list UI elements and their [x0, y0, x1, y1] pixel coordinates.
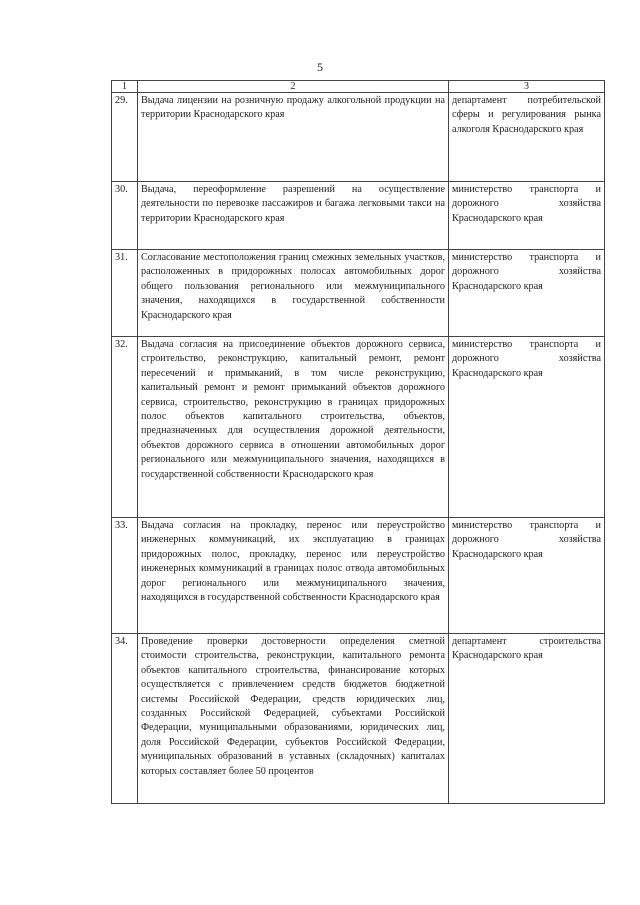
- services-table: [111, 80, 605, 804]
- column-header-authority: 3: [449, 81, 605, 93]
- table-row: [112, 250, 605, 337]
- table-row: [112, 518, 605, 634]
- service-name: Выдача согласия на присоединение объектов дорожного сервиса, строительство, реконструкцию, капитальный ремонт, ремонт пересечений и примыканий, в том числе реконструкцию, капитальный ремонт и ремонт примыканий объектов дорожного сервиса, строительство, реконструкцию в границах придорожных полос объектов капитального строительства, объектов, предназначенных для осуществления дорожной деятельности, объектов дорожного сервиса в отношении автомобильных дорог регионального или межмуниципального значения, находящихся в государственной собственности Краснодарского края: [138, 337, 449, 518]
- row-number: 30.: [112, 182, 138, 250]
- row-number: 31.: [112, 250, 138, 337]
- table-row: [112, 634, 605, 804]
- table-row: [112, 93, 605, 182]
- row-number: 34.: [112, 634, 138, 804]
- column-header-number: 1: [112, 81, 138, 93]
- service-name: Выдача, переоформление разрешений на осуществление деятельности по перевозке пассажиров и багажа легковыми такси на территории Краснодарского края: [138, 182, 449, 250]
- responsible-authority: департамент потребительской сферы и регулирования рынка алкоголя Краснодарского края: [449, 93, 605, 182]
- table-row: [112, 182, 605, 250]
- responsible-authority: департамент строительства Краснодарского края: [449, 634, 605, 804]
- table-row: [112, 337, 605, 518]
- table-header-row: [112, 81, 605, 93]
- service-name: Выдача лицензии на розничную продажу алкогольной продукции на территории Краснодарского края: [138, 93, 449, 182]
- row-number: 32.: [112, 337, 138, 518]
- row-number: 33.: [112, 518, 138, 634]
- service-name: Проведение проверки достоверности определения сметной стоимости строительства, реконструкции, капитального ремонта объектов капитального строительства, финансирование которых осуществляется с привлечением средств бюджетов бюджетной системы Российской Федерации, средств юридических лиц, созданных Российской Федерацией, субъектами Российской Федерации, муниципальными образованиями, юридических лиц, доля Российской Федерации, субъектов Российской Федерации, муниципальных образований в уставных (складочных) капиталах которых составляет более 50 процентов: [138, 634, 449, 804]
- responsible-authority: министерство транспорта и дорожного хозяйства Краснодарского края: [449, 518, 605, 634]
- responsible-authority: министерство транспорта и дорожного хозяйства Краснодарского края: [449, 182, 605, 250]
- service-name: Согласование местоположения границ смежных земельных участков, расположенных в придорожных полосах автомобильных дорог общего пользования регионального или межмуниципального значения, находящихся в государственной собственности Краснодарского края: [138, 250, 449, 337]
- responsible-authority: министерство транспорта и дорожного хозяйства Краснодарского края: [449, 337, 605, 518]
- page-number: 5: [317, 60, 323, 74]
- responsible-authority: министерство транспорта и дорожного хозяйства Краснодарского края: [449, 250, 605, 337]
- row-number: 29.: [112, 93, 138, 182]
- column-header-service: 2: [138, 81, 449, 93]
- service-name: Выдача согласия на прокладку, перенос или переустройство инженерных коммуникаций, их эксплуатацию в границах придорожных полос, прокладку, перенос или переустройство инженерных коммуникаций в границах полос отвода автомобильных дорог регионального или межмуниципального значения, находящихся в государственной собственности Краснодарского края: [138, 518, 449, 634]
